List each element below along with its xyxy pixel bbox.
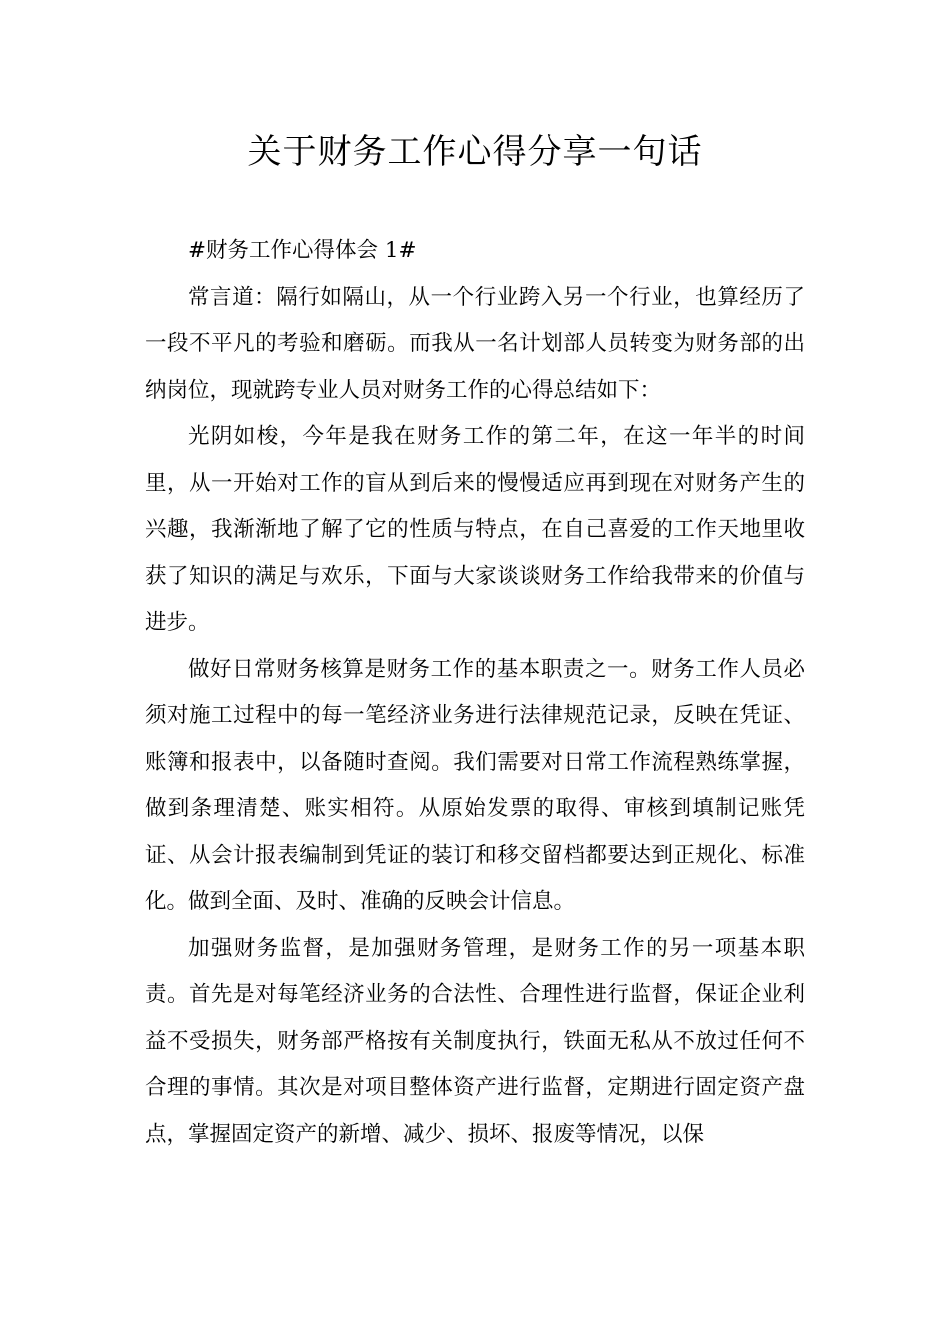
paragraph-2: 光阴如梭，今年是我在财务工作的第二年，在这一年半的时间里，从一开始对工作的盲从到后来的慢慢适应再到现在对财务产生的兴趣，我渐渐地了解了它的性质与特点，在自己喜爱的工作天地里收获了知识的满足与欢乐，下面与大家谈谈财务工作给我带来的价值与进步。 [145, 424, 805, 635]
document-body [145, 228, 805, 1158]
document-title: 关于财务工作心得分享一句话 [247, 132, 703, 172]
paragraph-1: 常言道：隔行如隔山，从一个行业跨入另一个行业，也算经历了一段不平凡的考验和磨砺。而我从一名计划部人员转变为财务部的出纳岗位，现就跨专业人员对财务工作的心得总结如下： [145, 284, 805, 403]
paragraph-4: 加强财务监督，是加强财务管理，是财务工作的另一项基本职责。首先是对每笔经济业务的合法性、合理性进行监督，保证企业利益不受损失，财务部严格按有关制度执行，铁面无私从不放过任何不合理的事情。其次是对项目整体资产进行监督，定期进行固定资产盘点，掌握固定资产的新增、减少、损坏、报废等情况，以保 [145, 935, 805, 1147]
paragraph-3: 做好日常财务核算是财务工作的基本职责之一。财务工作人员必须对施工过程中的每一笔经济业务进行法律规范记录，反映在凭证、账簿和报表中，以备随时查阅。我们需要对日常工作流程熟练掌握，做到条理清楚、账实相符。从原始发票的取得、审核到填制记账凭证、从会计报表编制到凭证的装订和移交留档都要达到正规化、标准化。做到全面、及时、准确的反映会计信息。 [145, 656, 805, 914]
section-heading: #财务工作心得体会 1# [188, 238, 417, 263]
